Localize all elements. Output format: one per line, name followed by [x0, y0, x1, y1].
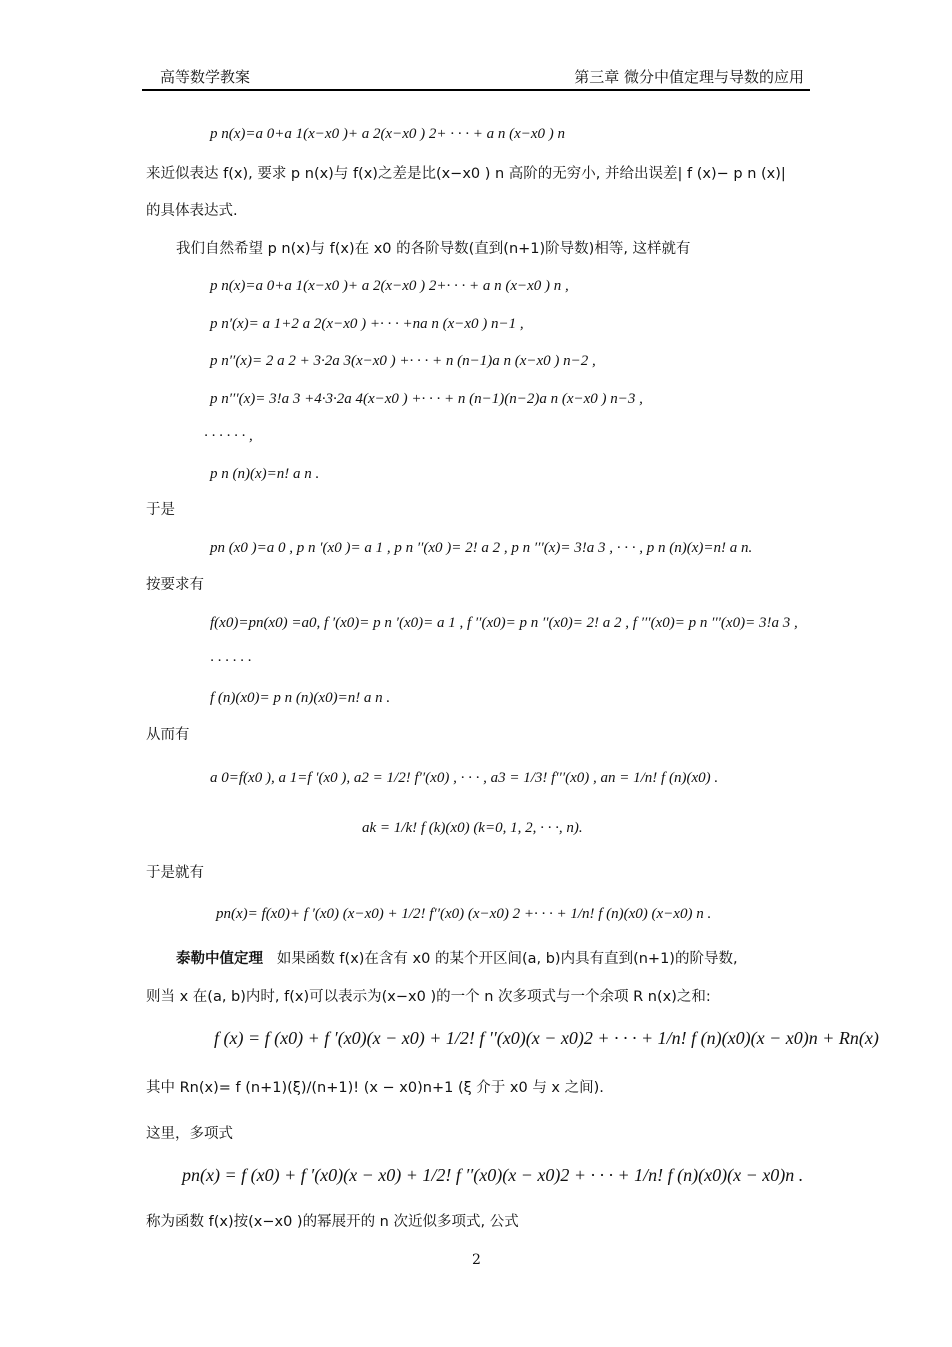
- formula-line: · · · · · · ,: [204, 428, 253, 444]
- theorem-text: 如果函数 f(x)在含有 x0 的某个开区间(a, b)内具有直到(n+1)的阶导数,: [276, 951, 738, 967]
- formula-line: p n (n)(x)=n! a n .: [210, 466, 320, 482]
- formula-line: p n′(x)= a 1+2 a 2(x−x0 ) +· · · +na n (x−x0 ) n−1 ,: [210, 316, 524, 332]
- text-line: 来近似表达 f(x), 要求 p n(x)与 f(x)之差是比(x−x0 ) n 高阶的无穷小, 并给出误差| f (x)− p n (x)|: [146, 166, 786, 182]
- formula-line: p n′′(x)= 2 a 2 + 3·2a 3(x−x0 ) +· · · + n (n−1)a n (x−x0 ) n−2 ,: [210, 353, 596, 369]
- formula-line: p n(x)=a 0+a 1(x−x0 )+ a 2(x−x0 ) 2+· · · + a n (x−x0 ) n ,: [210, 278, 569, 294]
- header-rule: [142, 89, 810, 91]
- theorem-label: 泰勒中值定理: [176, 951, 263, 967]
- text-line: 其中 Rn(x)= f (n+1)(ξ)/(n+1)! (x − x0)n+1 (ξ 介于 x0 与 x 之间).: [146, 1080, 604, 1096]
- text-line: 则当 x 在(a, b)内时, f(x)可以表示为(x−x0 )的一个 n 次多项式与一个余项 R n(x)之和:: [146, 989, 711, 1005]
- formula-line: a 0=f(x0 ), a 1=f ′(x0 ), a2 = 1/2! f′′(x0) , · · · , a3 = 1/3! f′′′(x0) , an = 1/n! f (n)(x0) .: [210, 770, 719, 786]
- text-line: 这里，多项式: [146, 1126, 233, 1142]
- formula-line: f(x0)=pn(x0) =a0, f ′(x0)= p n ′(x0)= a 1 , f ′′(x0)= p n ′′(x0)= 2! a 2 , f ′′′(x0)= p n ′′′(x0)= 3!a 3 ,: [210, 615, 798, 631]
- text-line: 的具体表达式.: [146, 203, 238, 219]
- formula-line: pn (x0 )=a 0 , p n ′(x0 )= a 1 , p n ′′(x0 )= 2! a 2 , p n ′′′(x)= 3!a 3 , · · · , p n (n)(x)=n! a n.: [210, 540, 753, 556]
- text-line: 按要求有: [146, 577, 204, 593]
- formula-line: pn(x) = f (x0) + f ′(x0)(x − x0) + 1/2! f ′′(x0)(x − x0)2 + · · · + 1/n! f (n)(x0)(x − x0)n .: [182, 1165, 804, 1185]
- formula-line: ak = 1/k! f (k)(x0) (k=0, 1, 2, · · ·, n).: [362, 820, 583, 836]
- text-line: 从而有: [146, 727, 190, 743]
- theorem-line: [176, 949, 738, 969]
- header-title: 高等数学教案: [160, 68, 251, 86]
- formula-line: f (x) = f (x0) + f ′(x0)(x − x0) + 1/2! f ′′(x0)(x − x0)2 + · · · + 1/n! f (n)(x0)(x − x0)n + Rn(x): [214, 1028, 879, 1048]
- formula-line: p n′′′(x)= 3!a 3 +4·3·2a 4(x−x0 ) +· · · + n (n−1)(n−2)a n (x−x0 ) n−3 ,: [210, 391, 643, 407]
- text-line: 我们自然希望 p n(x)与 f(x)在 x0 的各阶导数(直到(n+1)阶导数)相等, 这样就有: [176, 241, 691, 257]
- formula-line: f (n)(x0)= p n (n)(x0)=n! a n .: [210, 690, 391, 706]
- text-line: 于是就有: [146, 865, 204, 881]
- header-chapter: 第三章 微分中值定理与导数的应用: [574, 68, 804, 86]
- formula-line: p n(x)=a 0+a 1(x−x0 )+ a 2(x−x0 ) 2+ · · · + a n (x−x0 ) n: [210, 126, 566, 142]
- text-line: 于是: [146, 502, 175, 518]
- page-number: 2: [472, 1252, 481, 1268]
- formula-line: · · · · · ·: [210, 653, 252, 669]
- formula-line: pn(x)= f(x0)+ f ′(x0) (x−x0) + 1/2! f′′(x0) (x−x0) 2 +· · · + 1/n! f (n)(x0) (x−x0) n .: [216, 906, 712, 922]
- text-line: 称为函数 f(x)按(x−x0 )的幂展开的 n 次近似多项式, 公式: [146, 1214, 519, 1230]
